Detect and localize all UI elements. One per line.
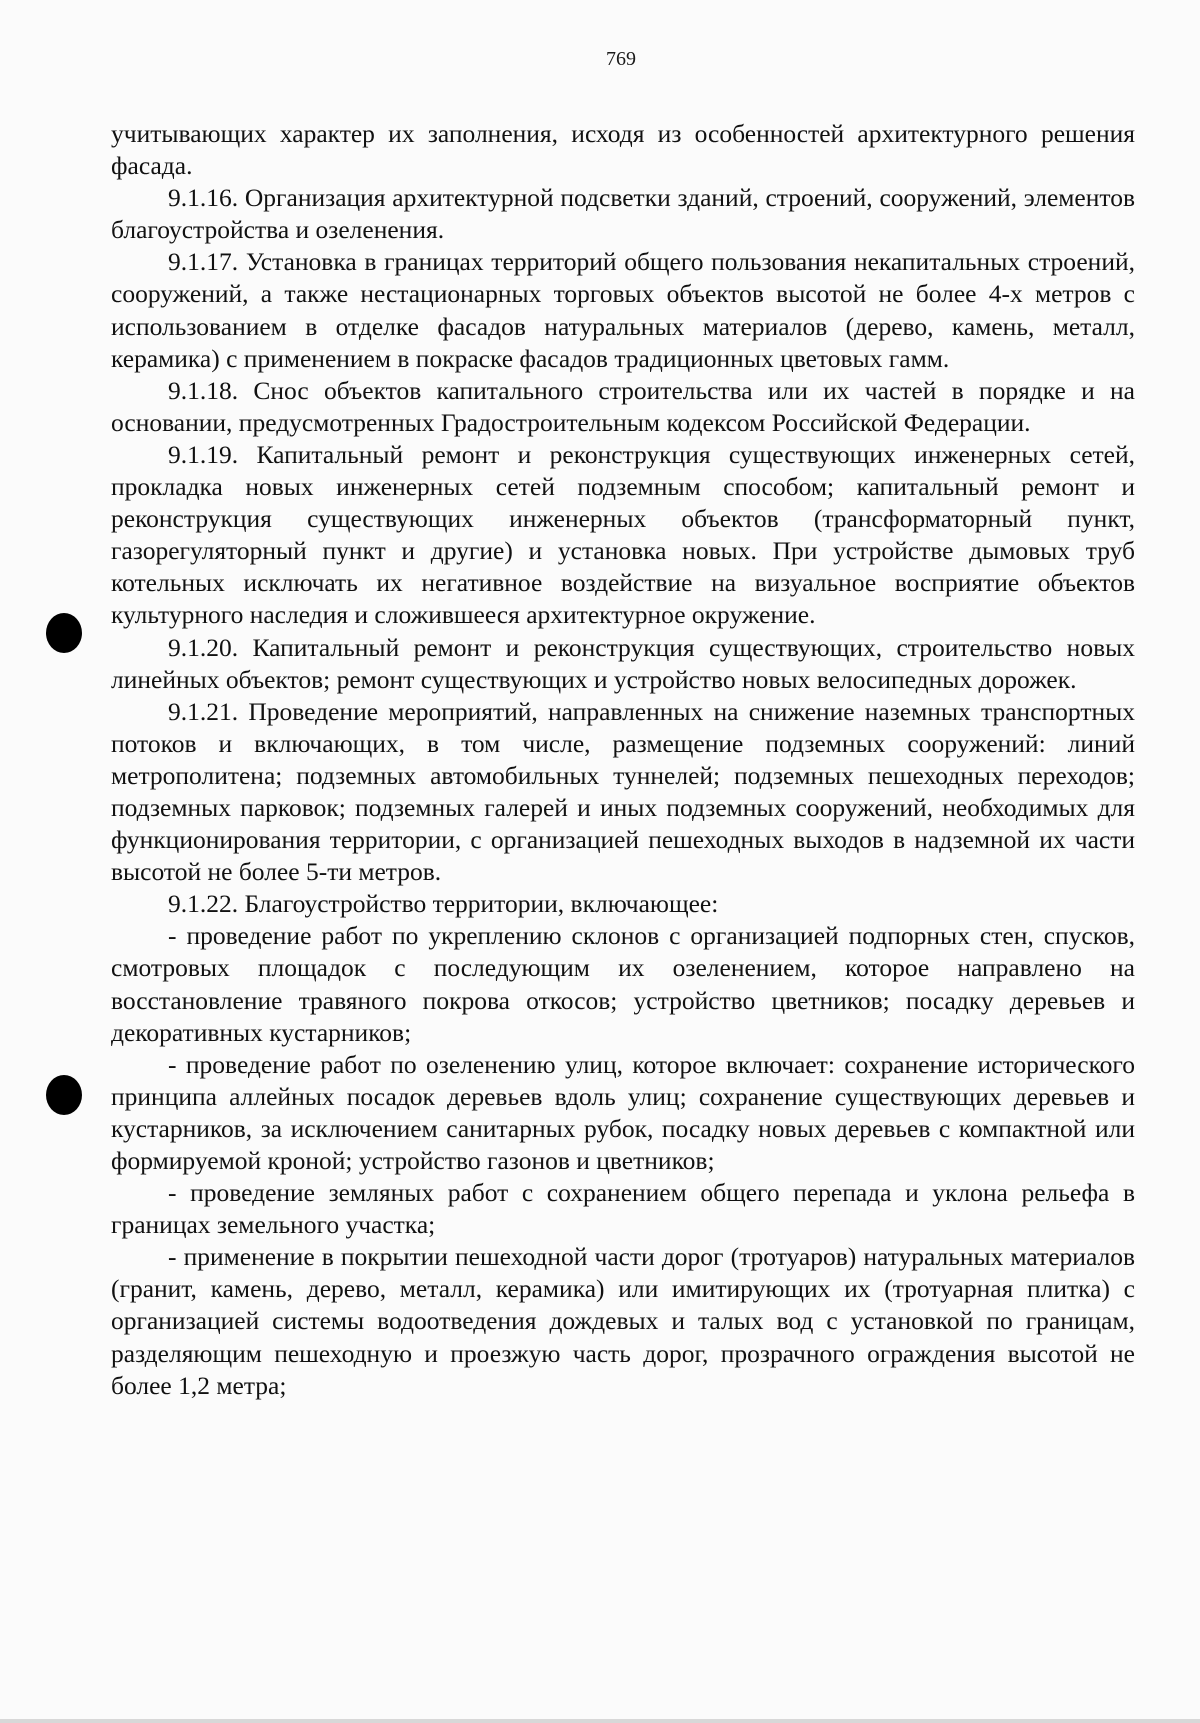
punch-hole-mark (46, 613, 82, 653)
list-item-earthworks: - проведение земляных работ с сохранением общего перепада и уклона рельефа в границах земельного участка; (111, 1178, 1135, 1240)
paragraph-9-1-21: 9.1.21. Проведение мероприятий, направленных на снижение наземных транспортных потоков и включающих, в том числе, размещение подземных сооружений: линий метрополитена; подземных автомобильных туннелей; подземных пешеходных переходов; подземных парковок; подземных галерей и иных подземных сооружений, необходимых для функционирования территории, с организацией пешеходных выходов в надземной их части высотой не более 5-ти метров. (111, 696, 1135, 887)
paragraph-9-1-16: 9.1.16. Организация архитектурной подсветки зданий, строений, сооружений, элементов благоустройства и озеленения. (111, 183, 1135, 245)
list-item-pavement: - применение в покрытии пешеходной части дорог (тротуаров) натуральных материалов (гранит, камень, дерево, металл, керамика) или имитирующих их (тротуарная плитка) с организацией системы водоотведения дождевых и талых вод с установкой по границам, разделяющим пешеходную и проезжую часть дорог, прозрачного ограждения высотой не более 1,2 метра; (111, 1242, 1135, 1400)
list-item-slopes: - проведение работ по укреплению склонов с организацией подпорных стен, спусков, смотровых площадок с последующим их озеленением, которое направлено на восстановление травяного покрова откосов; устройство цветников; посадку деревьев и декоративных кустарников; (111, 921, 1135, 1047)
page-number: 769 (606, 48, 636, 70)
document-body (111, 118, 1135, 1402)
scan-bottom-edge (0, 1719, 1200, 1723)
paragraph-9-1-18: 9.1.18. Снос объектов капитального строительства или их частей в порядке и на основании, предусмотренных Градостроительным кодексом Российской Федерации. (111, 375, 1135, 437)
paragraph-9-1-22: 9.1.22. Благоустройство территории, включающее: (168, 889, 719, 919)
paragraph-continuation: учитывающих характер их заполнения, исходя из особенностей архитектурного решения фасада. (111, 119, 1135, 181)
paragraph-9-1-17: 9.1.17. Установка в границах территорий общего пользования некапитальных строений, сооружений, а также нестационарных торговых объектов высотой не более 4-х метров с использованием в отделке фасадов натуральных материалов (дерево, камень, металл, керамика) с применением в покраске фасадов традиционных цветовых гамм. (111, 247, 1135, 373)
paragraph-9-1-20: 9.1.20. Капитальный ремонт и реконструкция существующих, строительство новых линейных объектов; ремонт существующих и устройство новых велосипедных дорожек. (111, 632, 1135, 694)
list-item-greening: - проведение работ по озеленению улиц, которое включает: сохранение исторического принципа аллейных посадок деревьев вдоль улиц; сохранение существующих деревьев и кустарников, за исключением санитарных рубок, посадку новых деревьев с компактной или формируемой кроной; устройство газонов и цветников; (111, 1049, 1135, 1175)
paragraph-9-1-19: 9.1.19. Капитальный ремонт и реконструкция существующих инженерных сетей, прокладка новых инженерных сетей подземным способом; капитальный ремонт и реконструкция существующих инженерных объектов (трансформаторный пункт, газорегуляторный пункт и другие) и установка новых. При устройстве дымовых труб котельных исключать их негативное воздействие на визуальное восприятие объектов культурного наследия и сложившееся архитектурное окружение. (111, 439, 1135, 630)
punch-hole-mark (46, 1075, 82, 1115)
